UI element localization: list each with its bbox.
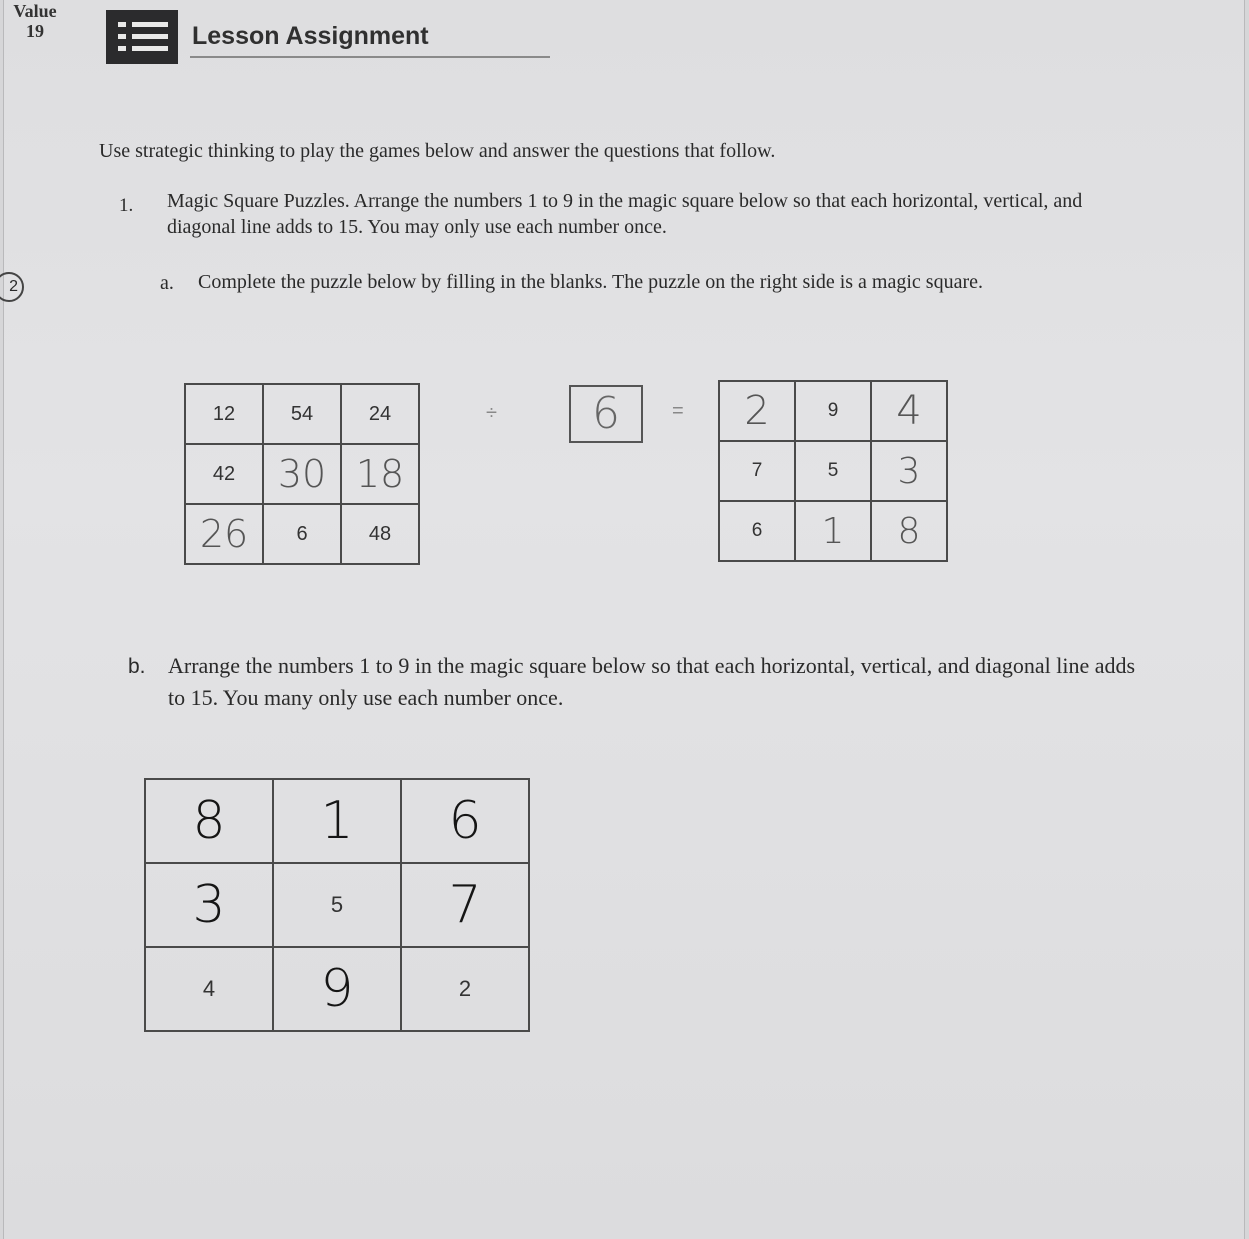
grid-a-cell-handwritten: 18 — [341, 444, 419, 504]
value-label-text: Value — [13, 1, 57, 21]
grid-a-cell: 12 — [185, 384, 263, 444]
grid-b-cell: 2 — [401, 947, 529, 1031]
grid-b-cell-handwritten: 6 — [401, 779, 529, 863]
result-cell: 9 — [795, 381, 871, 441]
instructions-text: Use strategic thinking to play the games below and answer the questions that follow. — [99, 140, 776, 162]
list-icon — [106, 10, 178, 64]
result-cell: 5 — [795, 441, 871, 501]
grid-a-cell: 42 — [185, 444, 263, 504]
part-b-label: b. — [128, 655, 146, 678]
equals-sign: = — [672, 400, 684, 422]
grid-b-cell: 5 — [273, 863, 401, 947]
question-number: 1. — [119, 195, 134, 216]
circled-number-text: 2 — [9, 278, 18, 295]
divide-sign: ÷ — [486, 402, 497, 424]
result-cell: 6 — [719, 501, 795, 561]
circled-number — [0, 272, 24, 302]
magic-square-b — [144, 778, 530, 1032]
grid-b-cell: 4 — [145, 947, 273, 1031]
result-cell-handwritten: 3 — [871, 441, 947, 501]
grid-a-cell: 54 — [263, 384, 341, 444]
grid-a-cell-handwritten: 30 — [263, 444, 341, 504]
grid-b-cell-handwritten: 8 — [145, 779, 273, 863]
divisor-box: 6 — [569, 385, 643, 443]
value-number: 19 — [26, 20, 44, 41]
title-underline — [190, 56, 550, 58]
worksheet-page — [3, 0, 1245, 1239]
grid-b-cell-handwritten: 7 — [401, 863, 529, 947]
grid-a-cell: 24 — [341, 384, 419, 444]
page-title: Lesson Assignment — [192, 22, 429, 50]
part-a-label: a. — [160, 272, 174, 294]
grid-b-cell-handwritten: 1 — [273, 779, 401, 863]
puzzle-grid-a — [184, 383, 420, 565]
result-cell-handwritten: 2 — [719, 381, 795, 441]
result-cell-handwritten: 1 — [795, 501, 871, 561]
grid-a-cell: 6 — [263, 504, 341, 564]
grid-b-cell-handwritten: 3 — [145, 863, 273, 947]
question-text: Magic Square Puzzles. Arrange the numbers 1 to 9 in the magic square below so that each horizontal, vertical, and diagonal line adds to 15. You may only use each number once. — [167, 190, 1083, 238]
grid-b-cell-handwritten: 9 — [273, 947, 401, 1031]
result-cell: 7 — [719, 441, 795, 501]
part-a-text: Complete the puzzle below by filling in the blanks. The puzzle on the right side is a magic square. — [198, 271, 983, 293]
part-b-text: Arrange the numbers 1 to 9 in the magic square below so that each horizontal, vertical, and diagonal line adds to 15. You many only use each number once. — [168, 653, 1136, 710]
grid-a-cell-handwritten: 26 — [185, 504, 263, 564]
result-cell-handwritten: 8 — [871, 501, 947, 561]
value-label — [6, 2, 64, 42]
result-cell-handwritten: 4 — [871, 381, 947, 441]
grid-a-cell: 48 — [341, 504, 419, 564]
result-magic-square — [718, 380, 948, 562]
